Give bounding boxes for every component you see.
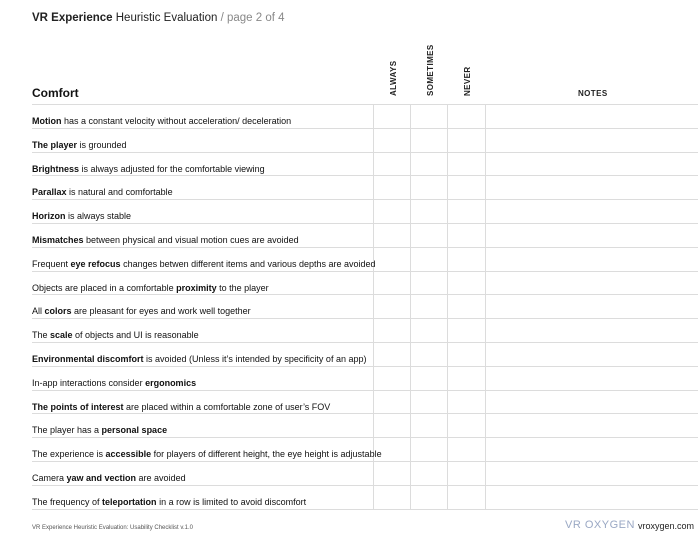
item-bold: eye refocus bbox=[70, 259, 121, 269]
item-post: changes betwen different items and various depths are avoided bbox=[120, 259, 376, 269]
row-divider bbox=[32, 485, 698, 486]
row-divider bbox=[32, 294, 698, 295]
checklist-item bbox=[32, 234, 299, 246]
item-post: is always adjusted for the comfortable viewing bbox=[79, 164, 265, 174]
item-bold: The points of interest bbox=[32, 402, 124, 412]
item-pre: The bbox=[32, 330, 51, 340]
checklist-item bbox=[32, 353, 366, 365]
item-post: to the player bbox=[216, 283, 269, 293]
item-bold: yaw and vection bbox=[66, 473, 137, 483]
item-pre: The frequency of bbox=[32, 497, 103, 507]
row-divider bbox=[32, 152, 698, 153]
item-bold: Mismatches bbox=[32, 235, 84, 245]
item-bold: Brightness bbox=[32, 164, 80, 174]
item-bold: proximity bbox=[176, 283, 217, 293]
checklist-item bbox=[32, 139, 127, 151]
item-pre: Objects are placed in a comfortable bbox=[32, 283, 177, 293]
item-bold: Parallax bbox=[32, 187, 67, 197]
item-bold: Motion bbox=[32, 116, 62, 126]
checklist-item bbox=[32, 210, 131, 222]
checklist-item bbox=[32, 496, 306, 508]
item-post: are avoided bbox=[136, 473, 186, 483]
row-divider bbox=[32, 461, 698, 462]
row-divider bbox=[32, 199, 698, 200]
item-post: is always stable bbox=[65, 211, 132, 221]
item-pre: Frequent bbox=[32, 259, 71, 269]
item-bold: personal space bbox=[101, 425, 168, 435]
column-divider bbox=[410, 104, 411, 510]
item-post: has a constant velocity without acceleration/ deceleration bbox=[61, 116, 292, 126]
title-separator: / bbox=[217, 12, 227, 24]
page-header bbox=[32, 12, 285, 24]
checklist-item bbox=[32, 472, 186, 484]
column-divider bbox=[447, 104, 448, 510]
item-post: are placed within a comfortable zone of user’s FOV bbox=[123, 402, 331, 412]
item-post: for players of different height, the eye height is adjustable bbox=[151, 449, 382, 459]
column-never: NEVER bbox=[463, 66, 472, 96]
item-post: is natural and comfortable bbox=[66, 187, 173, 197]
checklist-item bbox=[32, 424, 167, 436]
item-post: is avoided (Unless it’s intended by specificity of an app) bbox=[143, 354, 367, 364]
row-divider bbox=[32, 390, 698, 391]
item-bold: scale bbox=[50, 330, 73, 340]
footer-caption: VR Experience Heuristic Evaluation: Usability Checklist v.1.0 bbox=[32, 525, 193, 531]
column-divider bbox=[485, 104, 486, 510]
title-rest: Heuristic Evaluation bbox=[112, 12, 218, 24]
item-post: is grounded bbox=[77, 140, 127, 150]
checklist-item bbox=[32, 258, 376, 270]
brand-logo: VR OXYGEN bbox=[565, 519, 635, 531]
row-divider bbox=[32, 128, 698, 129]
checklist-item bbox=[32, 377, 196, 389]
checklist-item bbox=[32, 163, 265, 175]
item-pre: In-app interactions consider bbox=[32, 378, 146, 388]
column-sometimes: SOMETIMES bbox=[426, 44, 435, 96]
footer-site: vroxygen.com bbox=[638, 521, 695, 531]
item-post: between physical and visual motion cues are avoided bbox=[83, 235, 299, 245]
item-bold: colors bbox=[44, 306, 72, 316]
row-divider bbox=[32, 366, 698, 367]
column-always: ALWAYS bbox=[389, 60, 398, 96]
item-pre: The experience is bbox=[32, 449, 106, 459]
row-divider bbox=[32, 318, 698, 319]
item-post: are pleasant for eyes and work well together bbox=[71, 306, 251, 316]
item-post: of objects and UI is reasonable bbox=[72, 330, 199, 340]
row-divider bbox=[32, 104, 698, 105]
checklist-item bbox=[32, 448, 382, 460]
row-divider bbox=[32, 247, 698, 248]
item-bold: accessible bbox=[105, 449, 152, 459]
item-post: in a row is limited to avoid discomfort bbox=[156, 497, 307, 507]
checklist-item bbox=[32, 282, 269, 294]
row-divider bbox=[32, 271, 698, 272]
row-divider bbox=[32, 413, 698, 414]
item-bold: teleportation bbox=[102, 497, 157, 507]
item-pre: All bbox=[32, 306, 45, 316]
column-notes: NOTES bbox=[578, 89, 608, 98]
page-indicator: page 2 of 4 bbox=[226, 12, 285, 24]
item-bold: The player bbox=[32, 140, 78, 150]
row-divider bbox=[32, 223, 698, 224]
item-pre: Camera bbox=[32, 473, 67, 483]
row-divider bbox=[32, 175, 698, 176]
title-bold: VR Experience bbox=[32, 12, 113, 24]
row-divider bbox=[32, 437, 698, 438]
item-bold: Horizon bbox=[32, 211, 66, 221]
item-bold: Environmental discomfort bbox=[32, 354, 144, 364]
row-divider bbox=[32, 509, 698, 510]
section-title: Comfort bbox=[32, 86, 79, 100]
checklist-item bbox=[32, 186, 173, 198]
checklist-item bbox=[32, 401, 330, 413]
item-bold: ergonomics bbox=[145, 378, 197, 388]
checklist-item bbox=[32, 329, 199, 341]
row-divider bbox=[32, 342, 698, 343]
checklist-item bbox=[32, 115, 291, 127]
checklist-item bbox=[32, 305, 251, 317]
item-pre: The player has a bbox=[32, 425, 102, 435]
